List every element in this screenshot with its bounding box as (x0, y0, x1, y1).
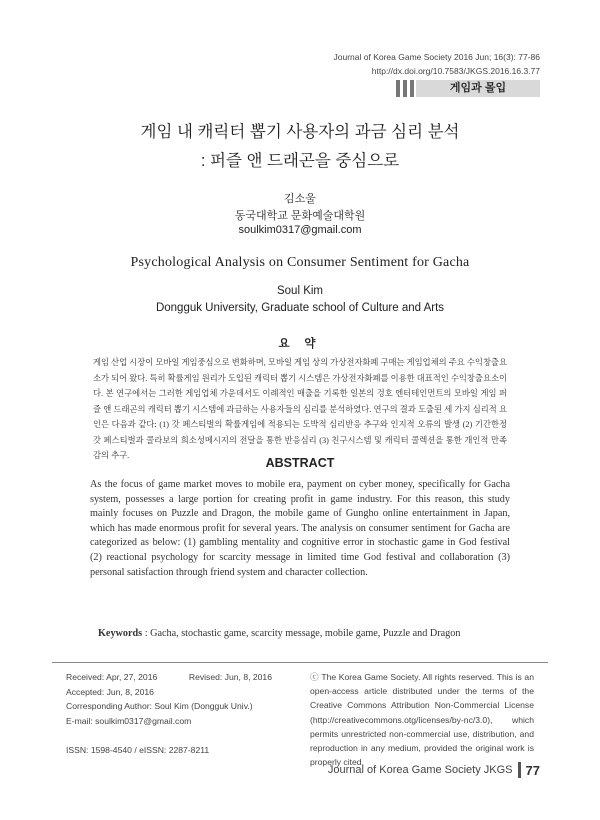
keywords-label: Keywords (98, 628, 143, 639)
revised-date: Revised: Jun, 8, 2016 (188, 672, 272, 682)
keywords-separator: : (142, 628, 151, 639)
korean-affiliation: 동국대학교 문화예술대학원 (234, 210, 366, 222)
english-abstract-body: As the focus of game market moves to mobile era, payment on cyber money, specifically for Gacha system, possesses a large portion for creating profit in game industry. For this reason, this study mainly focuses on Puzzle and Dragon, the mobile game of Gungho online entertainment in Japan, which has made enormous profit for several years. The analysis on consumer sentiment for Gacha are categorized as below: (1) gambling mentality and cognitive error in stochastic game in God festival (2) reactional psychology for scarcity message in limited time God festival and collaboration (3) personal satisfaction through friend system and character collection. (90, 479, 510, 578)
corresponding-author: Corresponding Author: Soul Kim (Dongguk Univ.) (66, 701, 253, 711)
english-affiliation: Dongguk University, Graduate school of Culture and Arts (155, 302, 445, 314)
marker-bar (410, 80, 414, 97)
korean-abstract-heading: 요 약 (278, 338, 322, 350)
keywords-list: Gacha, stochastic game, scarcity message, mobile game, Puzzle and Dragon (150, 628, 461, 639)
english-title: Psychological Analysis on Consumer Sentiment for Gacha (130, 255, 470, 270)
marker-bar (403, 80, 407, 97)
korean-title-line-1: 게임 내 캐릭터 뽑기 사용자의 과금 심리 분석 (140, 123, 460, 141)
page-number: 77 (525, 762, 540, 778)
accepted-date: Accepted: Jun, 8, 2016 (66, 686, 154, 697)
doi-link[interactable]: http://dx.doi.org/10.7583/JKGS.2016.16.3.77 (371, 66, 540, 76)
english-abstract-heading: ABSTRACT (265, 456, 335, 470)
english-author: Soul Kim (276, 285, 324, 297)
journal-reference: Journal of Korea Game Society 2016 Jun; 16(3): 77-86 (333, 52, 540, 62)
section-badge: 게임과 몰입 (416, 80, 540, 97)
metadata-spacer (66, 728, 272, 743)
issn: ISSN: 1598-4540 / eISSN: 2287-8211 (66, 744, 210, 755)
corresponding-email[interactable]: E-mail: soulkim0317@gmail.com (66, 715, 192, 726)
korean-abstract-body: 게임 산업 시장이 모바일 게임중심으로 변화하며, 모바일 게임 상의 가상전자화폐 구매는 게임업체의 주요 수익창출요소가 되어 왔다. 특히 확률게임 원리가 도입된 캐릭터 뽑기 시스템은 가상전자화폐를 이용한 대표적인 수익창출요소이다. 본 연구에서는 그러한 게임업체 가운데서도 이례적인 매출을 기록한 일본의 겅호 엔터테인먼트의 모바일 게임 퍼즐 앤 드래곤의 캐릭터 뽑기 시스템에 과금하는 사용자들의 심리를 분석하였다. 연구의 결과 도출된 세 가지 심리적 요인은 다음과 같다: (1) 갓 페스티벌의 확률게임에 적용되는 도박적 심리반응 추구와 인지적 오류의 발생 (2) 기간한정 갓 페스티벌과 콜라보의 희소성메시지의 전달을 통한 반응심리 (3) 친구시스템 및 캐릭터 콜렉션을 통한 개인적 만족감의 추구. (93, 358, 507, 460)
author-email[interactable]: soulkim0317@gmail.com (238, 224, 362, 236)
footer-divider-bar (518, 762, 521, 778)
korean-title-line-2: : 퍼즐 앤 드래곤을 중심으로 (200, 152, 400, 170)
keywords-line (98, 628, 518, 639)
dates-row (66, 670, 272, 685)
page-footer (328, 762, 540, 778)
korean-author: 김소울 (284, 193, 316, 205)
marker-bar (396, 80, 400, 97)
footer-journal-name: Journal of Korea Game Society JKGS (327, 764, 513, 776)
article-metadata (66, 670, 272, 757)
section-marker-bars (396, 80, 414, 97)
license-notice: ⓒ The Korea Game Society. All rights reserved. This is an open-access article distributed under the terms of the Creative Commons Attribution Non-Commercial License (http://creativecommons.otg/licenses/by-nc/3.0), which permits unrestricted non-commercial use, distribution, and reproduction in any medium, provided the original work is properly cited. (310, 672, 534, 768)
footnote-divider (52, 662, 548, 663)
received-date: Received: Apr, 27, 2016 (66, 672, 158, 682)
